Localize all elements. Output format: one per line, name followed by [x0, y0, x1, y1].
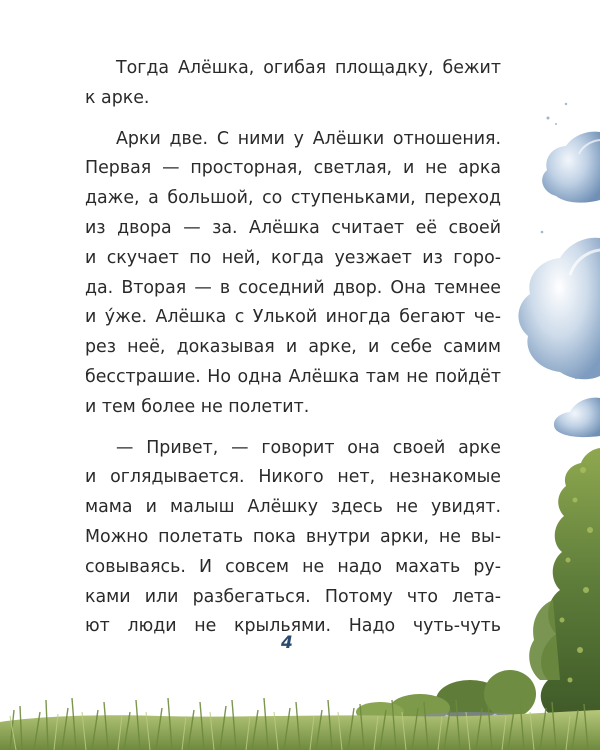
cloud-upper: [542, 132, 600, 203]
text-line: и скучает по ней, когда уезжает из горо-: [85, 247, 501, 268]
text-line: ками или разбегаться. Потому что лета-: [85, 586, 501, 607]
body-text: [85, 54, 501, 642]
text-line: из двора — за. Алёшка считает её своей: [85, 217, 501, 238]
text-line: к арке.: [85, 87, 150, 108]
text-line: бесстрашие. Но одна Алёшка там не пойдёт: [85, 366, 501, 387]
text-line: да. Вторая — в соседний двор. Она темнее: [85, 277, 501, 298]
text-line: и у́же. Алёшка с Улькой иногда бегают че-: [85, 307, 501, 328]
text-line: — Привет, — говорит она своей арке: [116, 437, 501, 458]
text-line: Можно полетать пока внутри арки, не вы-: [85, 526, 501, 547]
text-line: Первая — просторная, светлая, и не арка: [85, 158, 501, 179]
cloud-middle: [518, 238, 600, 380]
text-line: рез неё, доказывая и арке, и себе самим: [85, 337, 501, 358]
text-line: и оглядывается. Никого нет, незнакомые: [85, 467, 501, 488]
tree: [529, 448, 600, 716]
text-line: даже, а большой, со ступеньками, переход: [85, 188, 501, 209]
text-line: ют люди не крыльями. Надо чуть-чуть: [85, 616, 501, 637]
page-number: 4: [281, 633, 293, 653]
text-line: Арки две. С ними у Алёшки отношения.: [116, 128, 501, 149]
text-line: мама и малыш Алёшку здесь не увидят.: [85, 497, 501, 518]
text-line: и тем более не полетит.: [85, 396, 310, 417]
text-line: совываясь. И совсем не надо махать ру-: [85, 556, 501, 577]
cloud-lower: [554, 398, 600, 437]
text-line: Тогда Алёшка, огибая площадку, бежит: [116, 58, 501, 78]
